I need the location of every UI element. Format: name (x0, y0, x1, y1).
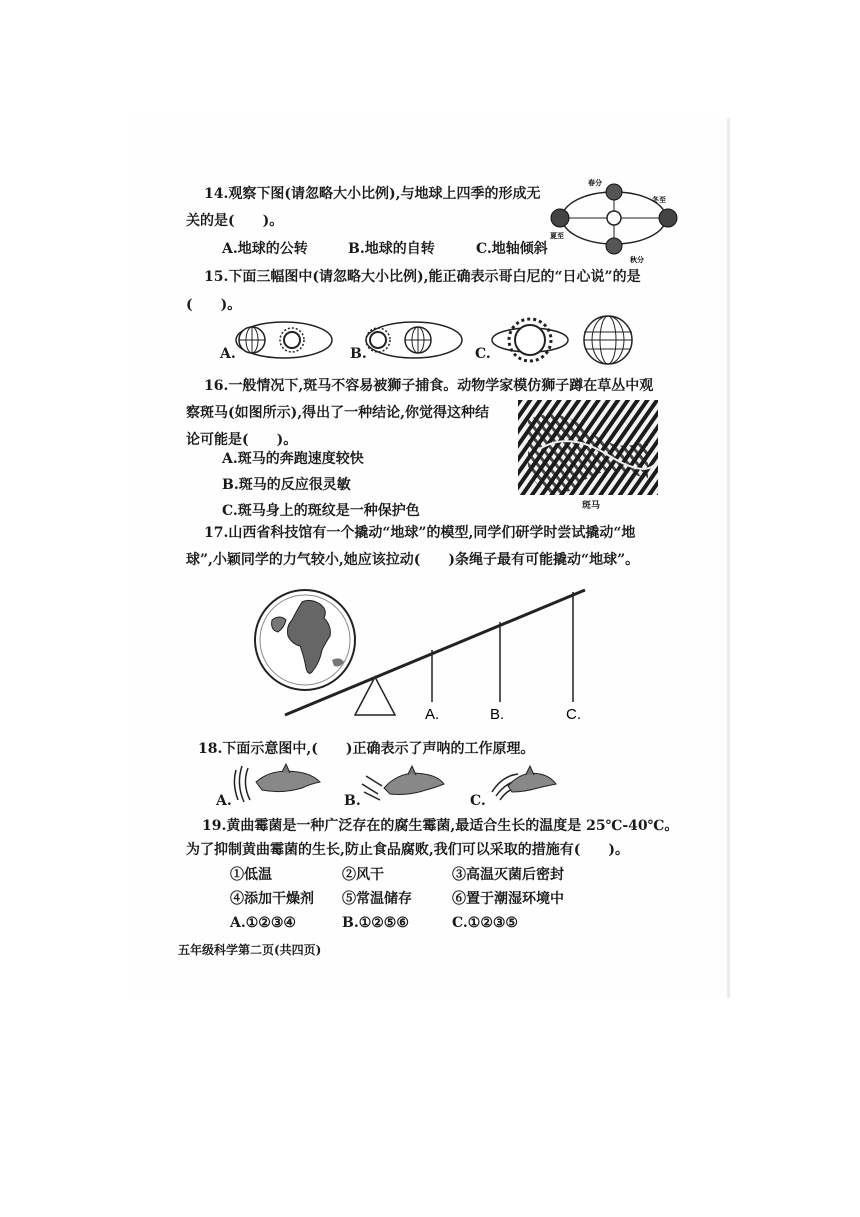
q16-option-b: B.斑马的反应很灵敏 (222, 477, 351, 493)
model-c-diagram (490, 312, 640, 368)
earth-orbit-diagram (548, 172, 683, 264)
q19-measure-5: ⑤常温储存 (342, 891, 412, 907)
q16-option-a: A.斑马的奔跑速度较快 (222, 451, 364, 467)
q19-measure-3: ③高温灭菌后密封 (452, 867, 564, 883)
sonar-diagram-a (232, 762, 322, 804)
earth-icon (606, 184, 622, 200)
dolphin-icon (384, 773, 444, 794)
q16-option-c: C.斑马身上的斑纹是一种保护色 (222, 503, 420, 519)
q19-option-c: C.①②③⑤ (452, 915, 518, 931)
q18-line1: 18.下面示意图中,( )正确表示了声呐的工作原理。 (198, 741, 535, 757)
dolphin-icon (508, 773, 556, 792)
q19-measure-4: ④添加干燥剂 (230, 891, 314, 907)
earth-icon (551, 209, 569, 227)
svg-text:夏至: 夏至 (550, 233, 564, 240)
q15-option-a: A. (220, 346, 236, 362)
q15-line1: 15.下面三幅图中(请忽略大小比例),能正确表示哥白尼的“日心说”的是 (204, 269, 641, 285)
sun-icon (370, 332, 386, 348)
q14-option-c: C.地轴倾斜 (476, 241, 548, 257)
q19-measure-2: ②风干 (342, 867, 384, 883)
q19-line2: 为了抑制黄曲霉菌的生长,防止食品腐败,我们可以采取的措施有( )。 (186, 842, 629, 858)
rope-label-b: B. (490, 706, 505, 723)
q19-option-a: A.①②③④ (230, 915, 296, 931)
earth-icon (659, 209, 677, 227)
q15-option-b: B. (350, 346, 367, 362)
q16-line2: 察斑马(如图所示),得出了一种结论,你觉得这种结 (186, 405, 489, 421)
sheet-edge (727, 118, 730, 998)
q19-measure-1: ①低温 (230, 867, 272, 883)
zebra-photo (518, 400, 658, 495)
q16-line3: 论可能是( )。 (186, 432, 298, 448)
q14-option-b: B.地球的自转 (348, 241, 435, 257)
svg-text:秋分: 秋分 (630, 257, 644, 264)
sonar-diagram-c (488, 762, 558, 802)
lever-diagram (250, 580, 600, 725)
model-a-diagram (232, 318, 338, 362)
svg-text:冬至: 冬至 (652, 197, 666, 204)
model-b-diagram (362, 318, 468, 362)
q19-measure-6: ⑥置于潮湿环境中 (452, 891, 564, 907)
q15-option-c: C. (475, 346, 491, 362)
q19-option-b: B.①②⑤⑥ (342, 915, 409, 931)
sun-icon (515, 325, 545, 355)
q16-line1: 16.一般情况下,斑马不容易被狮子捕食。动物学家模仿狮子蹲在草丛中观 (204, 378, 654, 394)
q19-line1: 19.黄曲霉菌是一种广泛存在的腐生霉菌,最适合生长的温度是 25℃-40℃。 (202, 818, 679, 834)
q17-line2: 球”,小颖同学的力气较小,她应该拉动( )条绳子最有可能撬动“地球”。 (186, 552, 640, 568)
q14-line1: 14.观察下图(请忽略大小比例),与地球上四季的形成无 (204, 186, 541, 202)
rope-label-a: A. (425, 706, 440, 723)
globe-icon (255, 590, 355, 690)
q14-line2: 关的是( )。 (186, 213, 284, 229)
svg-text:春分: 春分 (588, 180, 602, 187)
sun-icon (607, 211, 621, 225)
earth-icon (606, 238, 622, 254)
page-footer: 五年级科学第二页(共四页) (178, 943, 322, 957)
rope-label-c: C. (566, 706, 581, 723)
q15-line2: ( )。 (186, 297, 242, 313)
q18-option-a: A. (216, 793, 232, 809)
q14-option-a: A.地球的公转 (222, 241, 308, 257)
sonar-diagram-b (358, 764, 448, 804)
zebra-caption: 斑马 (582, 501, 601, 511)
dolphin-icon (256, 771, 320, 791)
sun-icon (284, 332, 300, 348)
q17-line1: 17.山西省科技馆有一个撬动“地球”的模型,同学们研学时尝试撬动“地 (204, 525, 636, 541)
q18-option-c: C. (470, 793, 486, 809)
q18-option-b: B. (344, 793, 361, 809)
